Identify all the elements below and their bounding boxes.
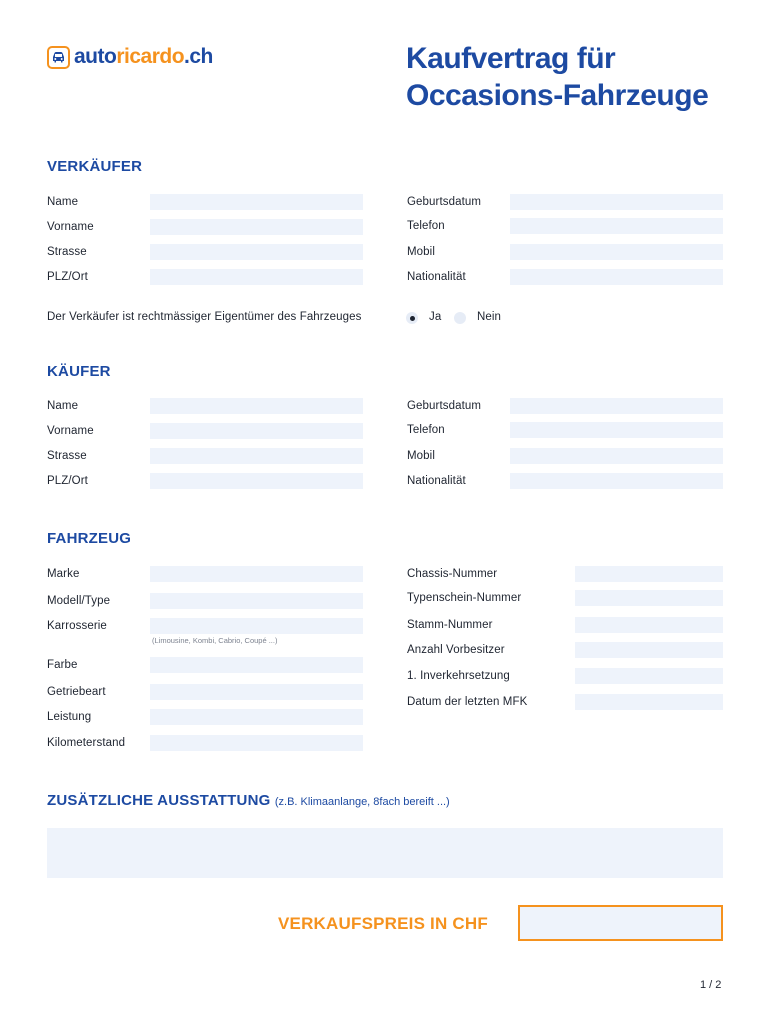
page-title (406, 40, 746, 114)
vehicle-heading: FAHRZEUG (47, 530, 132, 547)
vehicle-chassis-field[interactable] (575, 566, 723, 582)
seller-zipcity-field[interactable] (150, 269, 363, 285)
vehicle-color-field[interactable] (150, 657, 363, 673)
vehicle-mileage-label: Kilometerstand (47, 737, 126, 749)
buyer-nationality-label: Nationalität (407, 475, 466, 487)
buyer-heading: KÄUFER (47, 363, 111, 380)
buyer-name-label: Name (47, 400, 79, 412)
logo-text-auto: auto (74, 45, 117, 68)
buyer-name-field[interactable] (150, 398, 363, 414)
seller-name-field[interactable] (150, 194, 363, 210)
logo-text-ricardo: ricardo (116, 45, 185, 68)
seller-firstname-label: Vorname (47, 221, 94, 233)
extras-textarea[interactable] (47, 828, 723, 878)
vehicle-stamm-label: Stamm-Nummer (407, 619, 493, 631)
buyer-zipcity-label: PLZ/Ort (47, 475, 88, 487)
vehicle-model-label: Modell/Type (47, 595, 111, 607)
seller-phone-field[interactable] (510, 218, 723, 234)
seller-zipcity-label: PLZ/Ort (47, 271, 88, 283)
seller-nationality-label: Nationalität (407, 271, 466, 283)
vehicle-firstreg-field[interactable] (575, 668, 723, 684)
buyer-street-label: Strasse (47, 450, 87, 462)
vehicle-chassis-label: Chassis-Nummer (407, 568, 498, 580)
seller-street-field[interactable] (150, 244, 363, 260)
seller-phone-label: Telefon (407, 220, 445, 232)
title-line-1: Kaufvertrag für (406, 42, 616, 75)
seller-birthdate-field[interactable] (510, 194, 723, 210)
extras-heading-row (47, 792, 450, 809)
seller-mobile-field[interactable] (510, 244, 723, 260)
vehicle-owners-field[interactable] (575, 642, 723, 658)
vehicle-color-label: Farbe (47, 659, 78, 671)
price-input[interactable] (518, 905, 723, 941)
owner-question: Der Verkäufer ist rechtmässiger Eigentümer des Fahrzeuges (47, 311, 362, 323)
vehicle-power-field[interactable] (150, 709, 363, 725)
buyer-nationality-field[interactable] (510, 473, 723, 489)
radio-selected-dot (410, 316, 415, 321)
car-icon (47, 46, 70, 69)
vehicle-gearbox-label: Getriebeart (47, 686, 106, 698)
owner-yes-label[interactable]: Ja (429, 311, 442, 323)
vehicle-body-hint: (Limousine, Kombi, Cabrio, Coupé ...) (152, 636, 278, 645)
vehicle-body-field[interactable] (150, 618, 363, 634)
logo-text-ch: .ch (184, 45, 213, 68)
vehicle-model-field[interactable] (150, 593, 363, 609)
owner-yes-radio[interactable] (406, 312, 418, 324)
price-label: VERKAUFSPREIS IN CHF (278, 914, 488, 933)
extras-heading: ZUSÄTZLICHE AUSSTATTUNG (47, 792, 271, 809)
buyer-street-field[interactable] (150, 448, 363, 464)
vehicle-owners-label: Anzahl Vorbesitzer (407, 644, 505, 656)
owner-no-label[interactable]: Nein (477, 311, 502, 323)
seller-nationality-field[interactable] (510, 269, 723, 285)
seller-mobile-label: Mobil (407, 246, 435, 258)
owner-no-radio[interactable] (454, 312, 466, 324)
buyer-phone-field[interactable] (510, 422, 723, 438)
vehicle-firstreg-label: 1. Inverkehrsetzung (407, 670, 510, 682)
vehicle-mileage-field[interactable] (150, 735, 363, 751)
logo (47, 44, 213, 70)
seller-street-label: Strasse (47, 246, 87, 258)
extras-note: (z.B. Klimaanlange, 8fach bereift ...) (274, 796, 450, 808)
seller-name-label: Name (47, 196, 79, 208)
vehicle-power-label: Leistung (47, 711, 92, 723)
buyer-mobile-field[interactable] (510, 448, 723, 464)
buyer-phone-label: Telefon (407, 424, 445, 436)
page-number: 1 / 2 (700, 979, 722, 991)
vehicle-stamm-field[interactable] (575, 617, 723, 633)
seller-heading: VERKÄUFER (47, 158, 143, 175)
title-line-2: Occasions-Fahrzeuge (406, 79, 709, 112)
vehicle-make-field[interactable] (150, 566, 363, 582)
vehicle-mfk-field[interactable] (575, 694, 723, 710)
buyer-birthdate-label: Geburtsdatum (407, 400, 482, 412)
vehicle-typecert-field[interactable] (575, 590, 723, 606)
buyer-mobile-label: Mobil (407, 450, 435, 462)
vehicle-gearbox-field[interactable] (150, 684, 363, 700)
vehicle-typecert-label: Typenschein-Nummer (407, 592, 522, 604)
buyer-firstname-field[interactable] (150, 423, 363, 439)
buyer-zipcity-field[interactable] (150, 473, 363, 489)
vehicle-body-label: Karrosserie (47, 620, 107, 632)
seller-firstname-field[interactable] (150, 219, 363, 235)
buyer-firstname-label: Vorname (47, 425, 94, 437)
buyer-birthdate-field[interactable] (510, 398, 723, 414)
seller-birthdate-label: Geburtsdatum (407, 196, 482, 208)
vehicle-make-label: Marke (47, 568, 80, 580)
vehicle-mfk-label: Datum der letzten MFK (407, 696, 528, 708)
